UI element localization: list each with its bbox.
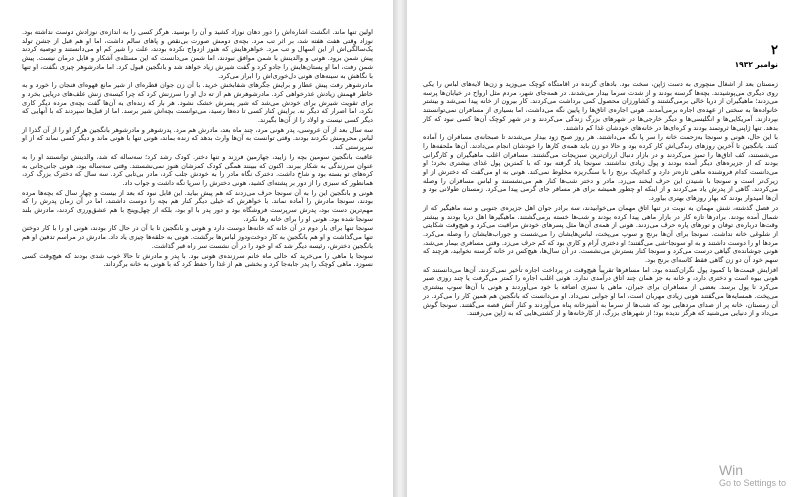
watermark-line-2: Go to Settings to <box>718 478 786 488</box>
left-paragraph-3: سه سال بعد از آن عروسی، پدر هونی مرد، چند ماه بعد، مادرش هم مرد. پدرشوهر و مادرشوهر بانگجین هرگز او را از آن گذرا از لباس محرومش نکردند بودند. وقتی توانست به آن‌ها وارث بدهد که زنده بماند، هونی تنها با هونی ماند و دیگر کسی نماند که از او سرپرستی کند. <box>22 125 373 152</box>
left-paragraph-7: سونجا یا ماهی را می‌خرید که حالی ماه خانم سرزنده‌ی هونی بود. با پدر و مادرش تا حالا خوب شدی بودند که هیچ‌وقت کسی نسوزد. ماهی کوچک را پدر جابه‌جا کرد و بخشی هم از غذا را حفظ کرد که با هونی به خانه برگرداند. <box>22 251 373 269</box>
page-number: ۲ <box>771 43 778 58</box>
watermark-line-1: Win <box>718 462 744 478</box>
right-paragraph-1: زمستان بعد از اشغال منچوری به دست ژاپن، سخت بود. بادهای گزنده در اقامتگاه کوچک می‌وزید و زن‌ها لایه‌های لباس را یکی روی دیگری می‌پوشیدند. بچه‌ها گرسنه بودند و از شدت سرما بیدار می‌شدند. در همه‌جای شهر، مردم مثل ارواح در خیابان‌ها پرسه می‌زدند؛ ماهیگیران از دریا خالی برمی‌گشتند و کشاورزان محصول کمی برداشت می‌کردند. کار بیرون از خانه پیدا نمی‌شد و بیشتر خانواده‌ها به سختی از عهده‌ی اجاره برمی‌آمدند. هونی اجاره‌ی اتاق‌ها را پایین نگه می‌داشت، اما بسیاری از مسافران نمی‌توانستند بپردازند. آمریکایی‌ها و انگلیسی‌ها و دیگر خارجی‌ها در شهرهای بزرگ زندگی می‌کردند و در شهر کوچک آن‌ها کسی نبود که کار بدهد. تنها ژاپنی‌ها ثروتمند بودند و کره‌ای‌ها در خانه‌های خودشان غذا کم داشتند. <box>423 80 778 132</box>
left-paragraph-2: مادرشوهر رفت پیش عطار و برایش جگرهای شفابخش خرید. با آن زن جوان قطره‌ای از شیر مانع قهوه‌ای فنجان را خورد و به خاطر قهمش زیادش عذرخواهی کرد. مادرشوهرش هم از ته دل او را سرزنش کرد که چرا کیسه‌ی زنش علف‌های دریایی بخرد و برای تقویت شیرش برای خودش می‌شد که شیر پسرش خشک نشود. هر بار که زنده‌ای به آن‌ها گفت بچه‌ی مرده دیگر کاری نکرد، اما اصرار که دیگر نه. برایش کنار کسی تا ده‌ها رسید، می‌توانست بچه‌اش شیر برسد. اما از قبل‌ها سپردند که با آنهایی که دیگر کسی نیست و اولاد را از آن‌ها بگیرند. <box>22 81 373 125</box>
left-paragraph-1: اولین تنها ماند. انگشت اشاره‌اش را دور دهان نوزاد کشید و آن را بوسید. هرگز کسی را به اندازه‌ی نوزادش دوست نداشته بود. نوزاد وقتی هفت هفته شد، بر اثر تب مرد. بچه‌ی دومش صورت بی‌نقص و پاهای سالم داشت، اما او هم قبل از جشن تولد یک‌سالگی‌اش از این اسهال و تب مرد. خواهرهایش که هنوز ازدواج نکرده بودند، علت را شیر کم او می‌دانستند و توصیه کردند پیش شمن برود. هونی و والدینش با شمن موافق نبودند، اما شمن می‌دانست که این مسئله‌ی آشکار و قابل درمان نیست. پیش شمن رفت، اما او پستان‌هایش را جادو کرد و گفت شیرش زیاد خواهد شد و بانگجین قبول کرد. اما مادرشوهر چیزی نگفت، او تنها با نگاهش به سینه‌های هونی دل‌خوری‌اش را ابراز می‌کرد. <box>22 28 373 80</box>
right-paragraph-2: با این حال، هونی و سونجا به‌زحمت خانه را سر پا نگه می‌داشتند. هر روز صبح زود بیدار می‌شدند تا صبحانه‌ی مسافران را آماده کنند. بانگجین تا آخرین روزهای زندگی‌اش کار کرده بود و حالا دو زن باید همه‌ی کارها را خودشان انجام می‌دادند. آن‌ها ملحفه‌ها را می‌شستند، کف اتاق‌ها را تمیز می‌کردند و در بازار دنبال ارزان‌ترین سبزیجات می‌گشتند. مسافران اغلب ماهیگیران و کارگرانی بودند که از جزیره‌های دیگر آمده بودند و پول زیادی نداشتند. سونجا یاد گرفته بود که با کمترین پول غذای بیشتری بخرد؛ او می‌دانست کدام فروشنده ماهی تازه‌تر دارد و کدام‌یک برنج را با سنگ‌ریزه مخلوط نمی‌کند. هونی به او می‌گفت که دخترش از او زیرک‌تر است و سونجا با شنیدن این حرف لبخند می‌زد. مادر و دختر شب‌ها کنار هم می‌نشستند و لباس مسافران را وصله می‌کردند. گاهی از پدرش یاد می‌کردند و از اینکه او چطور همیشه برای هر مسافر جای گرمی پیدا می‌کرد. زمستان طولانی بود و آن‌ها امیدوار بودند که بهار روزهای بهتری بیاورد. <box>423 133 778 203</box>
page-gutter <box>393 0 407 497</box>
activation-watermark <box>719 462 786 489</box>
right-page <box>407 0 800 497</box>
left-paragraph-4: عاقبت بانگجین سومین بچه را زایید، جهارمین فرزند و تنها دختر. کودک رشد کرد؛ سه‌ساله که شد، والدینش توانستند او را به عنوان سرزندگی به شکار ببرند. اکنون که ببینند همگی کودک کمرشان هنوز نمی‌نشستند. وقتی سه‌ساله بود، هونی جانی‌جانی به کره‌های تو بسته بود و شاخ داشت. دخترک نگاه مادر را به خودش جلب کرد، مادر بی‌تابی کرد. سه سال که دخترک بزرگ کرد، همانطور که سبزی را از دور بر پشته‌ای کشید، هونی دخترش را سرپا نگه داشت و جواب داد. <box>22 152 373 187</box>
chapter-date: نوامبر ۱۹۳۲ <box>734 60 778 69</box>
right-paragraph-3: در فصل گذشته، شش مهمان به نوبت در تنها اتاق مهمان می‌خوابیدند، سه برادر جوان اهل جزیره‌ی جنوبی و سه ماهیگیر که از شمال آمده بودند. برادرها تازه کار در بازار ماهی پیدا کرده بودند و شب‌ها خسته برمی‌گشتند. ماهیگیرها اهل دریا بودند و بیشتر وقت‌ها درباره‌ی توفان و تورهای پاره حرف می‌زدند. هونی از همه‌ی آن‌ها مثل پسرهای خودش مراقبت می‌کرد و هیچ‌وقت شکایتی از شلوغی خانه نداشت. سونجا برای آن‌ها برنج و سوپ می‌پخت، لباس‌هایشان را می‌شست و جوراب‌هایشان را وصله می‌کرد. مردها او را دوست داشتند و به او سونجا-شی می‌گفتند؛ او دختری آرام و کاری بود که کم حرف می‌زد. وقتی مسافری بیمار می‌شد، هونی جوشانده‌ی گیاهی درست می‌کرد و سونجا کنار بسترش می‌نشست. در آن سال‌ها، هیچ‌کس در خانه گرسنه نخوابید، هرچند که سهم خود آن دو زن گاهی فقط کاسه‌ای برنج بود. <box>423 203 778 265</box>
left-paragraph-6: سونجا تنها برای بار دوم در آن خانه که خانه‌ها دوست دارد و هونی و بانگجین تا با آن در حال کار بودند، هونی او را با کار دوختن تنها می‌گذاشت و او هم بانگجین به کار دوخت‌ودوز لباس‌ها برگشت. هونی به حلقه‌ها چیزی یاد داد. مادرش در مراسم تدفین او هم بانگجین دخترش، رئیسه دیگر شد که او خود را در آن نشست سر راه قبر گذاشت. <box>22 224 373 250</box>
left-paragraph-5: هونی و بانگجین این را به آن سونجا حرف می‌زدند که هم پیش بیاید. این قابل نبود که بعد از بیست و چهار سال که بچه‌ها مرده بودند، سونجا مادرش را آماده نماند. با خواهرش که خیلی دیگر کنار هم بچه را دوست داشتند، اما در آن زمان پدرش را که مهم‌ترین دست بود، پدرش سرپرست فروشگاه بود و دور پدر با او بود، بلکه از چهل‌وپنج با هم عشق‌ورزی کردند، مادرش بلند سونجا شده بود. هونی او را برای خانه رها نکرد. <box>22 188 373 223</box>
right-paragraph-4: افزایش قیمت‌ها با کمبود پول نگران‌کننده بود. اما مسافرها تقریباً هیچ‌وقت در پرداخت اجاره تأخیر نمی‌کردند. آن‌ها می‌دانستند که هونی بیوه است و دختری دارد، و خانه به جز همان چند اتاق درآمدی ندارد. هونی اغلب اجاره را کمتر می‌گرفت یا چند روزی صبر می‌کرد تا پول برسد. بعضی از مسافران برای جبران، ماهی یا سبزی اضافه با خود می‌آوردند و هونی با آن‌ها سوپ بیشتری می‌پخت. همسایه‌ها می‌گفتند هونی زیادی مهربان است، اما او جوابی نمی‌داد. او می‌دانست که بانگجین هم همین کار را می‌کرد. در آن زمستان، خانه پر از صدای مردهایی بود که شب‌ها از سرما به آشپزخانه پناه می‌آوردند و کنار آتش قصه می‌گفتند. سونجا گوش می‌داد و از دنیایی می‌شنید که هرگز ندیده بود؛ از شهرهای بزرگ، از کارخانه‌ها و از کشتی‌هایی که به ژاپن می‌رفتند. <box>423 265 778 318</box>
left-page <box>0 0 393 497</box>
